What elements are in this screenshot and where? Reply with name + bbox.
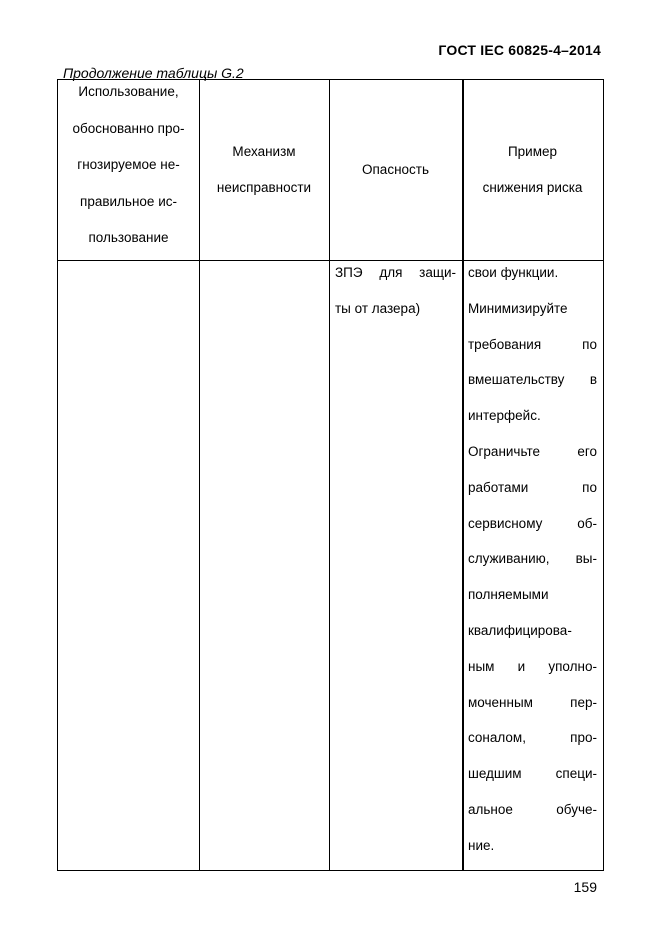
word: для bbox=[379, 265, 403, 280]
word: ты от лазера) bbox=[335, 300, 421, 316]
text-line bbox=[468, 398, 597, 434]
word: шедшим bbox=[468, 766, 522, 782]
text-line bbox=[468, 362, 597, 398]
header-line: обоснованно про- bbox=[72, 120, 185, 136]
text-line bbox=[468, 792, 597, 828]
text-line bbox=[468, 506, 597, 542]
word: об- bbox=[577, 515, 597, 531]
word: интерфейс. bbox=[468, 408, 541, 424]
header-line: Механизм bbox=[232, 144, 296, 159]
text-line bbox=[468, 327, 597, 363]
word: специ- bbox=[555, 766, 597, 782]
word: его bbox=[577, 443, 597, 459]
text-line bbox=[468, 649, 597, 685]
standard-designation: ГОСТ IEC 60825-4–2014 bbox=[438, 42, 601, 58]
header-failure-mechanism bbox=[199, 80, 329, 260]
text-line bbox=[468, 613, 597, 649]
text-line bbox=[468, 291, 597, 327]
header-line: снижения риска bbox=[482, 180, 583, 195]
text-line bbox=[335, 291, 456, 327]
word: вмешательству bbox=[468, 372, 565, 388]
word: в bbox=[589, 372, 597, 388]
header-line: Использование, bbox=[78, 84, 179, 99]
table-caption: Продолжение таблицы G.2 bbox=[63, 65, 244, 81]
text-line bbox=[468, 756, 597, 792]
word: по bbox=[582, 479, 597, 495]
continuation-table bbox=[57, 79, 604, 871]
header-line: правильное ис- bbox=[80, 193, 177, 209]
word: про- bbox=[570, 730, 597, 746]
word: служиванию, bbox=[468, 551, 550, 567]
page-number: 159 bbox=[573, 879, 597, 895]
header-line: Пример bbox=[507, 144, 558, 159]
word: и bbox=[517, 658, 526, 674]
word: свои функции. bbox=[468, 265, 559, 280]
word: обуче- bbox=[556, 801, 597, 817]
word: вы- bbox=[575, 551, 597, 567]
word: Минимизируйте bbox=[468, 300, 568, 316]
word: по bbox=[582, 336, 597, 352]
header-line: гнозируемое не- bbox=[77, 157, 180, 172]
header-hazard bbox=[329, 80, 462, 260]
word: моченным bbox=[468, 694, 533, 710]
text-line bbox=[468, 828, 597, 864]
text-line bbox=[468, 470, 597, 506]
word: защи- bbox=[419, 265, 456, 280]
cell-risk-reduction bbox=[468, 255, 597, 864]
word: квалифицирова- bbox=[468, 622, 572, 638]
word: альное bbox=[468, 801, 513, 817]
word: пер- bbox=[570, 694, 597, 710]
text-line bbox=[468, 720, 597, 756]
word: сервисному bbox=[468, 515, 543, 531]
text-line bbox=[468, 685, 597, 721]
word: ние. bbox=[468, 837, 495, 853]
text-line bbox=[335, 255, 456, 291]
cell-hazard bbox=[335, 255, 456, 327]
word: соналом, bbox=[468, 730, 526, 746]
word: ным bbox=[468, 658, 495, 674]
text-line bbox=[468, 255, 597, 291]
word: уполно- bbox=[548, 658, 597, 674]
word: требования bbox=[468, 336, 542, 352]
word: Ограничьте bbox=[468, 443, 540, 459]
header-line: неисправности bbox=[216, 180, 312, 195]
header-use-misuse bbox=[58, 74, 199, 257]
header-line: Опасность bbox=[362, 162, 429, 177]
word: полняемыми bbox=[468, 587, 549, 603]
word: работами bbox=[468, 479, 529, 495]
word: ЗПЭ bbox=[335, 265, 363, 280]
header-risk-reduction-example bbox=[462, 80, 603, 260]
text-line bbox=[468, 577, 597, 613]
text-line bbox=[468, 541, 597, 577]
header-line: пользование bbox=[88, 230, 169, 245]
text-line bbox=[468, 434, 597, 470]
